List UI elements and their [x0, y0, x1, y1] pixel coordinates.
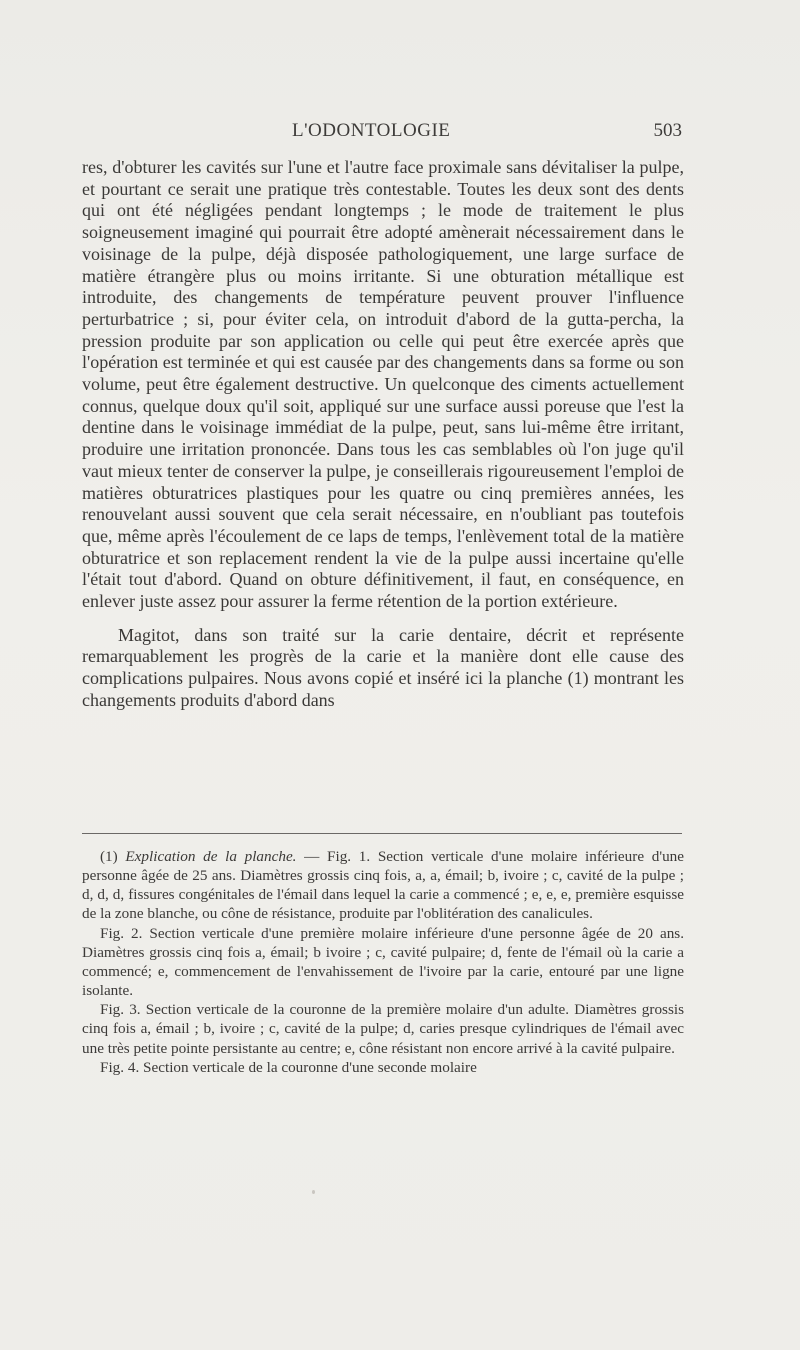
- page-number: 503: [653, 120, 682, 141]
- page-header: [82, 120, 682, 146]
- footnotes: [82, 847, 684, 1077]
- footnote-separator: [82, 833, 682, 834]
- footnote-fig4: Fig. 4. Section verticale de la couronne d'une seconde molaire: [100, 1058, 477, 1076]
- main-text: [82, 157, 684, 712]
- body-paragraph-2: Magitot, dans son traité sur la carie dentaire, décrit et représente remarquablement les progrès de la carie et la manière dont elle cause des complications pulpaires. Nous avons copié et inséré ici la planche (1) montrant les changements produits d'abord dans: [82, 624, 684, 710]
- footnote-number: (1): [100, 848, 118, 865]
- footnote-fig1-text: — Fig. 1. Section verticale d'une molaire inférieure d'une personne âgée de 25 ans. Diamètres grossis cinq fois, a, a, émail; b, ivoire ; c, cavité de la pulpe ; d, d, d, fissures congénitales de l'émail dans lequel la carie a commencé ; e, e, e, première esquisse de la zone blanche, ou cône de résistance, produite par l'oblitération des canalicules.: [82, 848, 685, 923]
- footnote-1: [82, 847, 684, 924]
- running-head: L'ODONTOLOGIE: [292, 120, 451, 141]
- footnote-fig2: Fig. 2. Section verticale d'une première molaire inférieure d'une personne âgée de 20 ans. Diamètres grossis cinq fois a, émail; b ivoire ; c, cavité pulpaire; d, fente de l'émail où la carie a commencé; e, commencement de l'envahissement de l'ivoire par la carie, entouré par une ligne isolante.: [82, 924, 684, 1000]
- paper-speck: [312, 1190, 315, 1194]
- footnote-title: Explication de la planche.: [125, 848, 297, 865]
- body-paragraph-1: res, d'obturer les cavités sur l'une et l'autre face proximale sans dévitaliser la pulpe, et pourtant ce serait une pratique très contestable. Toutes les deux sont des dents qui ont été négligées pendant longtemps ; le mode de traitement le plus soigneusement imaginé qui pourrait être adopté amènerait nécessairement dans le voisinage de la pulpe, déjà disposée pathologiquement, une large surface de matière étrangère plus ou moins irritante. Si une obturation métallique est introduite, des changements de température peuvent prouver l'influence perturbatrice ; si, pour éviter cela, on introduit d'abord de la gutta-percha, la pression produite par son application ou celle qui peut être exercée après que l'opération est terminée et qui est causée par des changements dans sa forme ou son volume, peut être également destructive. Un quelconque des ciments actuellement connus, quelque doux qu'il soit, appliqué sur une surface aussi poreuse que l'est la dentine dans le voisinage immédiat de la pulpe, peut, sans lui-même être irritant, produire une irritation prononcée. Dans tous les cas semblables où l'on juge qu'il vaut mieux tenter de conserver la pulpe, je conseillerais rigoureusement l'emploi de matières obturatrices plastiques pour les quatre ou cinq premières années, les renouvelant aussi souvent que cela serait nécessaire, en n'oubliant pas toutefois que, même après l'écoulement de ce laps de temps, l'enlèvement total de la matière obturatrice et son replacement rendent la vie de la pulpe aussi incertaine qu'elle l'était tout d'abord. Quand on obture définitivement, il faut, en conséquence, en enlever juste assez pour assurer la ferme rétention de la portion extérieure.: [82, 157, 684, 612]
- footnote-fig3: Fig. 3. Section verticale de la couronne de la première molaire d'un adulte. Diamètres grossis cinq fois a, émail ; b, ivoire ; c, cavité de la pulpe; d, caries presque cylindriques de l'émail avec une très petite pointe persistante au centre; e, cône résistant non encore arrivé à la cavité pulpaire.: [82, 1001, 684, 1057]
